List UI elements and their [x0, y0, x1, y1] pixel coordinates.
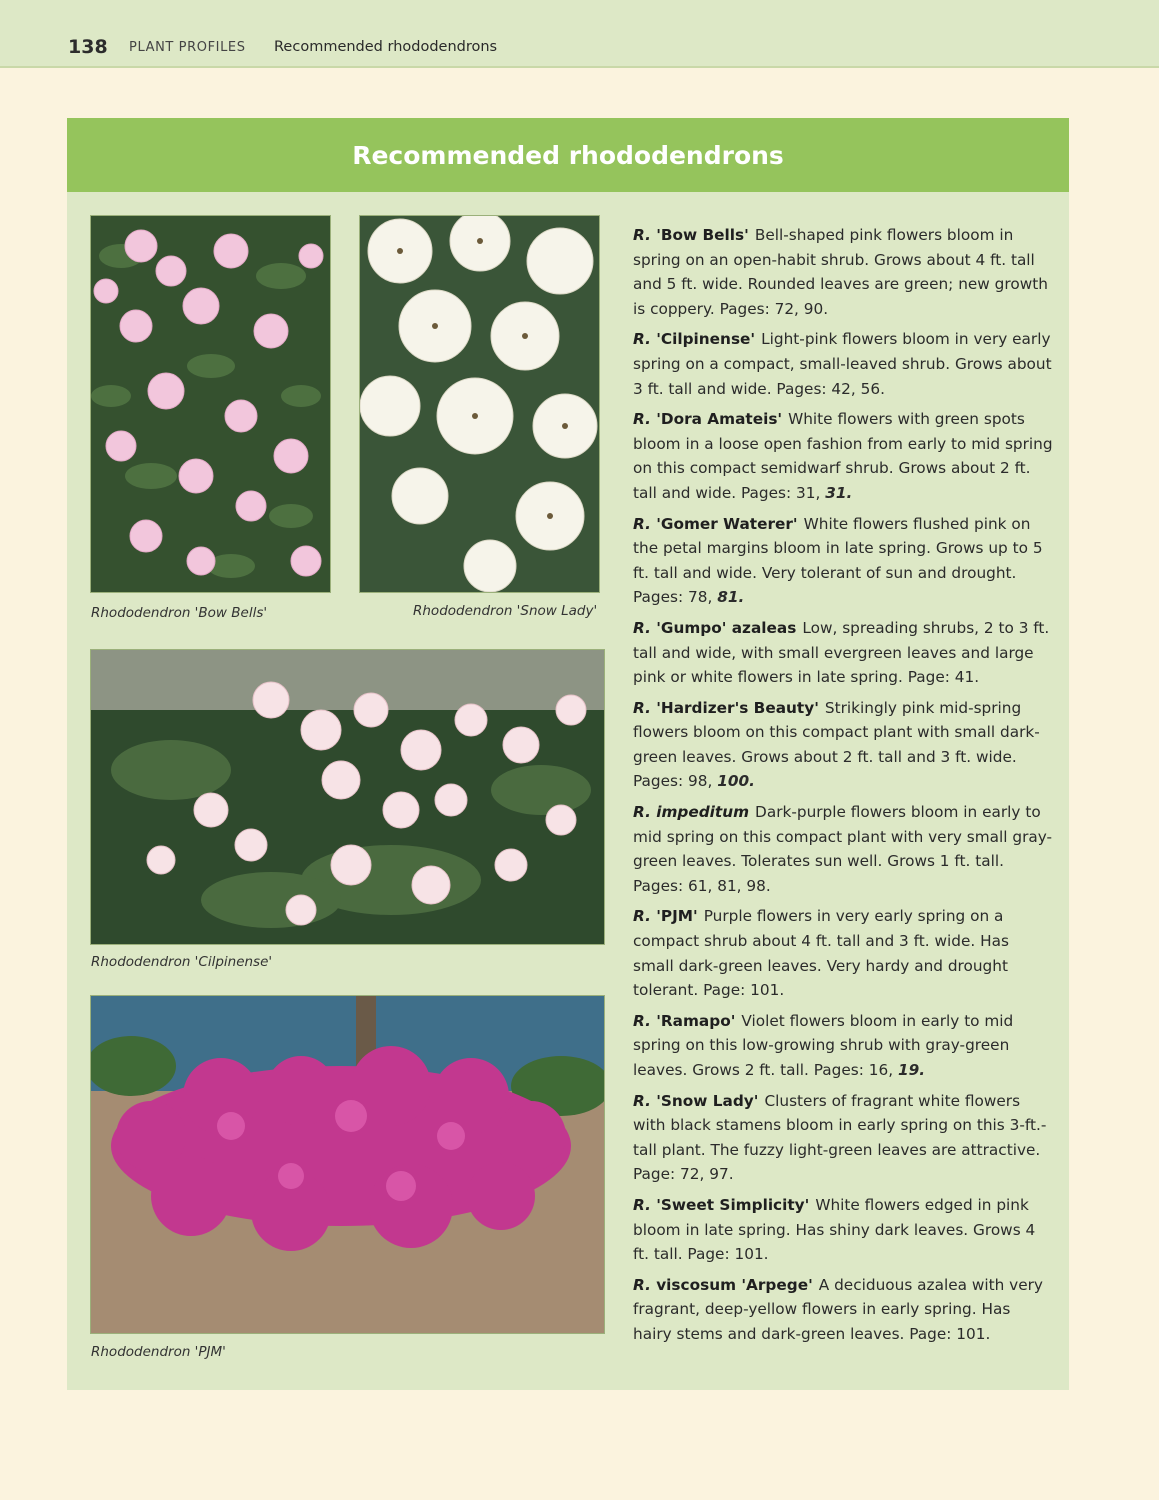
- entry-description: White flowers with green spots bloom in a loose open fashion from early to mid spring on this compact semidwarf shrub. Grows about 2 ft. tall and wide. Pages: 31,: [633, 410, 1053, 502]
- list-item: [633, 616, 1053, 690]
- list-item: [633, 696, 1053, 794]
- photo-pjm-image: [91, 996, 604, 1333]
- entry-cultivar: 'Hardizer's Beauty': [656, 698, 819, 717]
- entry-cultivar: impeditum: [656, 803, 750, 822]
- caption-pjm: Rhododendron 'PJM': [91, 1344, 226, 1360]
- entry-description: Bell-shaped pink flowers bloom in spring on an open-habit shrub. Grows about 4 ft. tall and 5 ft. wide. Rounded leaves are green; new growth is coppery. Pages: 72, 90.: [633, 226, 1048, 318]
- entry-prefix: R.: [633, 1275, 651, 1294]
- entry-name: [633, 1012, 735, 1030]
- entry-prefix: R.: [633, 514, 651, 533]
- entry-description: Strikingly pink mid-spring flowers bloom on this compact plant with small dark-green leaves. Grows about 2 ft. tall and 3 ft. wide. Pages: 98,: [633, 698, 1040, 791]
- entry-cultivar: 'Ramapo': [656, 1011, 736, 1030]
- entry-cultivar: 'PJM': [656, 907, 698, 926]
- photo-pjm: [90, 995, 605, 1334]
- entry-cultivar: 'Cilpinense': [656, 330, 756, 349]
- entry-name: [633, 907, 698, 925]
- photo-snow-lady: [359, 215, 600, 593]
- list-item: [633, 512, 1053, 610]
- entry-cultivar: 'Gumpo' azaleas: [656, 618, 797, 637]
- recommendations-panel: [67, 118, 1069, 1390]
- photo-bow-bells-image: [91, 216, 330, 592]
- entry-description: White flowers edged in pink bloom in late spring. Has shiny dark leaves. Grows 4 ft. tall. Page: 101.: [633, 1195, 1036, 1264]
- running-head-title: Recommended rhododendrons: [274, 39, 498, 55]
- entry-name: [633, 515, 798, 533]
- entry-description: A deciduous azalea with very fragrant, deep-yellow flowers in early spring. Has hairy stems and dark-green leaves. Page: 101.: [633, 1275, 1043, 1343]
- list-item: [633, 1009, 1053, 1083]
- entry-prefix: R.: [633, 1195, 651, 1214]
- list-item: [633, 223, 1053, 321]
- entry-cultivar: 'Gomer Waterer': [656, 514, 798, 533]
- entry-description: Dark-purple flowers bloom in early to mid spring on this compact plant with very small gray-green leaves. Tolerates sun well. Grows 1 ft. tall. Pages: 61, 81, 98.: [633, 803, 1053, 895]
- caption-bow-bells: Rhododendron 'Bow Bells': [91, 605, 268, 621]
- entry-prefix: R.: [633, 698, 651, 717]
- entry-description: Low, spreading shrubs, 2 to 3 ft. tall and wide, with small evergreen leaves and large pink or white flowers in late spring. Page: 41.: [633, 618, 1050, 687]
- list-item: [633, 904, 1053, 1002]
- entry-cultivar: 'Dora Amateis': [656, 410, 783, 429]
- rhododendron-list: [633, 223, 1053, 1353]
- entry-name: [633, 1196, 809, 1214]
- list-item: [633, 1193, 1053, 1267]
- entry-photo-page: 31.: [825, 483, 853, 502]
- caption-snow-lady: Rhododendron 'Snow Lady': [413, 603, 598, 619]
- entry-prefix: R.: [633, 226, 651, 244]
- entry-description: Light-pink flowers bloom in very early spring on a compact, small-leaved shrub. Grows about 3 ft. tall and wide. Pages: 42, 56.: [633, 330, 1052, 398]
- entry-prefix: R.: [633, 907, 651, 926]
- entry-name: [633, 699, 819, 717]
- entry-name: [633, 330, 755, 348]
- entry-cultivar: 'Sweet Simplicity': [656, 1195, 810, 1214]
- entry-name: [633, 1092, 758, 1110]
- photo-snow-lady-image: [360, 216, 599, 592]
- entry-photo-page: 81.: [717, 588, 745, 607]
- entry-prefix: R.: [633, 803, 651, 822]
- caption-cilpinense: Rhododendron 'Cilpinense': [91, 954, 273, 970]
- list-item: [633, 1089, 1053, 1187]
- entry-name: [633, 410, 782, 428]
- list-item: [633, 1273, 1053, 1347]
- list-item: [633, 327, 1053, 401]
- entry-cultivar: 'Bow Bells': [656, 226, 749, 244]
- photo-bow-bells: [90, 215, 331, 593]
- page-number: 138: [68, 36, 108, 58]
- entry-prefix: R.: [633, 1091, 651, 1110]
- entry-description: Clusters of fragrant white flowers with black stamens bloom in early spring on this 3-ft.-tall plant. The fuzzy light-green leaves are attractive. Page: 72, 97.: [633, 1091, 1047, 1184]
- entry-name: [633, 1276, 813, 1294]
- panel-title: Recommended rhododendrons: [352, 140, 784, 170]
- entry-description: Violet flowers bloom in early to mid spring on this low-growing shrub with gray-green leaves. Grows 2 ft. tall. Pages: 16,: [633, 1011, 1014, 1079]
- section-label: PLANT PROFILES: [129, 40, 246, 55]
- entry-photo-page: 19.: [897, 1061, 926, 1079]
- entry-prefix: R.: [633, 330, 651, 349]
- entry-name: [633, 803, 749, 821]
- entry-cultivar: 'Snow Lady': [656, 1091, 759, 1110]
- photo-cilpinense: [90, 649, 605, 945]
- entry-description: Purple flowers in very early spring on a compact shrub about 4 ft. tall and 3 ft. wide. Has small dark-green leaves. Very hardy and drought tolerant. Page: 101.: [633, 907, 1009, 1000]
- entry-prefix: R.: [633, 410, 651, 429]
- list-item: [633, 407, 1053, 505]
- entry-cultivar: viscosum 'Arpege': [656, 1275, 813, 1294]
- entry-prefix: R.: [633, 1011, 651, 1030]
- entry-name: [633, 226, 749, 244]
- panel-header: [67, 118, 1069, 192]
- photo-cilpinense-image: [91, 650, 604, 944]
- entry-name: [633, 619, 796, 637]
- entry-prefix: R.: [633, 618, 651, 637]
- running-head: [0, 0, 1159, 68]
- entry-photo-page: 100.: [717, 772, 755, 791]
- list-item: [633, 800, 1053, 898]
- entry-description: White flowers flushed pink on the petal margins bloom in late spring. Grows up to 5 ft. tall and wide. Very tolerant of sun and drought. Pages: 78,: [633, 514, 1043, 607]
